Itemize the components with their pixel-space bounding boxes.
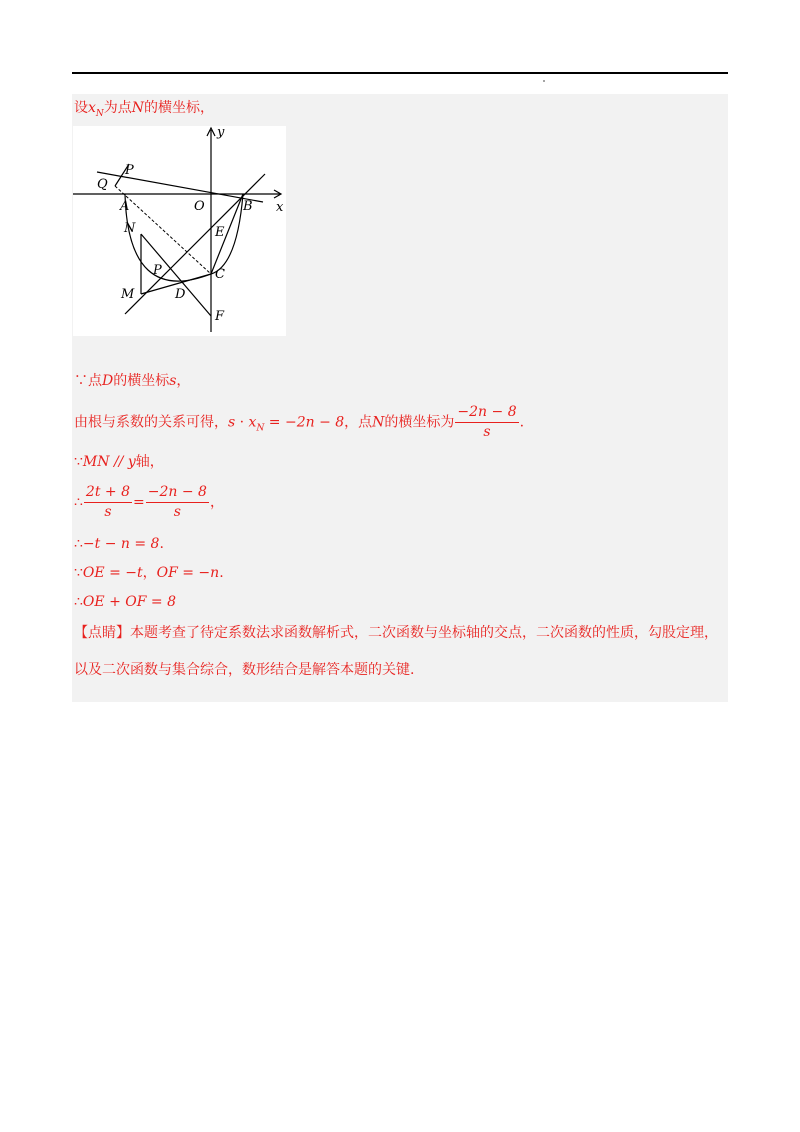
line-10-comment: [74, 661, 414, 679]
text: ，: [142, 565, 157, 581]
math-expr: −t − n = 8: [82, 536, 160, 552]
label-p-top: P: [125, 163, 134, 178]
math-s: s: [228, 414, 236, 431]
text: 为点: [103, 100, 132, 116]
text: 轴，: [135, 454, 164, 470]
fraction-denominator: s: [173, 504, 181, 520]
text: 点: [88, 373, 102, 389]
text: .: [159, 536, 164, 552]
parallel-symbol: //: [109, 454, 128, 470]
line-7: [74, 564, 224, 582]
label-c: C: [215, 267, 225, 282]
math-y: y: [127, 454, 136, 470]
text: 的横坐标为: [384, 414, 455, 431]
fraction: [84, 484, 132, 521]
comment-text: 以及二次函数与集合综合，数形结合是解答本题的关键.: [74, 662, 415, 678]
line-2: [74, 372, 190, 390]
text: .: [219, 565, 224, 581]
label-e: E: [215, 225, 225, 240]
comment-text: 【点睛】本题考查了待定系数法求函数解析式，二次函数与坐标轴的交点，二次函数的性质，勾股定理，: [74, 625, 718, 641]
fraction-denominator: s: [104, 504, 112, 520]
text: ，点: [344, 414, 373, 431]
line-3: [74, 404, 524, 441]
math-n: N: [372, 414, 385, 431]
math-s: s: [169, 373, 177, 389]
text: ，: [209, 494, 224, 511]
header-dot: [543, 80, 545, 82]
line-1: [74, 99, 214, 123]
geometry-figure: [73, 126, 286, 336]
header-rule: [72, 72, 728, 74]
label-m: M: [121, 287, 135, 302]
line-9-comment: [74, 624, 718, 642]
math-n: N: [131, 100, 145, 116]
math-expr: = −2n − 8: [264, 414, 345, 431]
label-p-mid: P: [153, 263, 162, 278]
math-mn: MN: [82, 454, 110, 470]
text: 由根与系数的关系可得，: [74, 414, 228, 431]
line-6: [74, 535, 164, 553]
label-o: O: [194, 199, 205, 214]
label-d: D: [175, 287, 186, 302]
fraction-numerator: −2n − 8: [455, 404, 518, 423]
text: ，: [176, 373, 191, 389]
label-x: x: [276, 200, 284, 215]
fraction-numerator: −2n − 8: [146, 484, 209, 503]
math-dot: ·: [235, 414, 249, 431]
text: 设: [74, 100, 88, 116]
because-symbol: ∵: [74, 565, 83, 581]
fraction-denominator: s: [483, 424, 491, 440]
label-n: N: [124, 221, 136, 236]
math-expr: OE = −t: [82, 565, 143, 581]
label-b: B: [243, 199, 253, 214]
text: 的横坐标: [113, 373, 170, 389]
label-q: Q: [97, 177, 108, 192]
line-4: [74, 453, 164, 471]
label-y: y: [217, 126, 225, 140]
math-subscript: N: [256, 423, 265, 434]
text: 的横坐标，: [144, 100, 215, 116]
therefore-symbol: ∴: [74, 536, 83, 552]
line-5: [74, 484, 224, 521]
label-a: A: [120, 199, 130, 214]
line-NF: [141, 234, 211, 316]
fraction: [455, 404, 518, 441]
math-expr: OF = −n: [156, 565, 220, 581]
math-expr: OE + OF = 8: [82, 594, 176, 610]
math-x: x: [88, 100, 96, 116]
because-symbol: ∵: [74, 454, 83, 470]
fraction-numerator: 2t + 8: [84, 484, 132, 503]
because-symbol: ∵: [74, 373, 88, 389]
parabola-diagram: [73, 126, 286, 336]
math-d: D: [102, 373, 114, 389]
line-8: [74, 593, 176, 611]
math-subscript: N: [95, 109, 104, 119]
line-PB: [97, 172, 263, 202]
therefore-symbol: ∴: [74, 494, 83, 511]
text: .: [519, 414, 525, 431]
equals-sign: =: [133, 494, 145, 511]
fraction: [146, 484, 209, 521]
therefore-symbol: ∴: [74, 594, 83, 610]
label-f: F: [215, 309, 225, 324]
math-x: x: [248, 414, 257, 431]
